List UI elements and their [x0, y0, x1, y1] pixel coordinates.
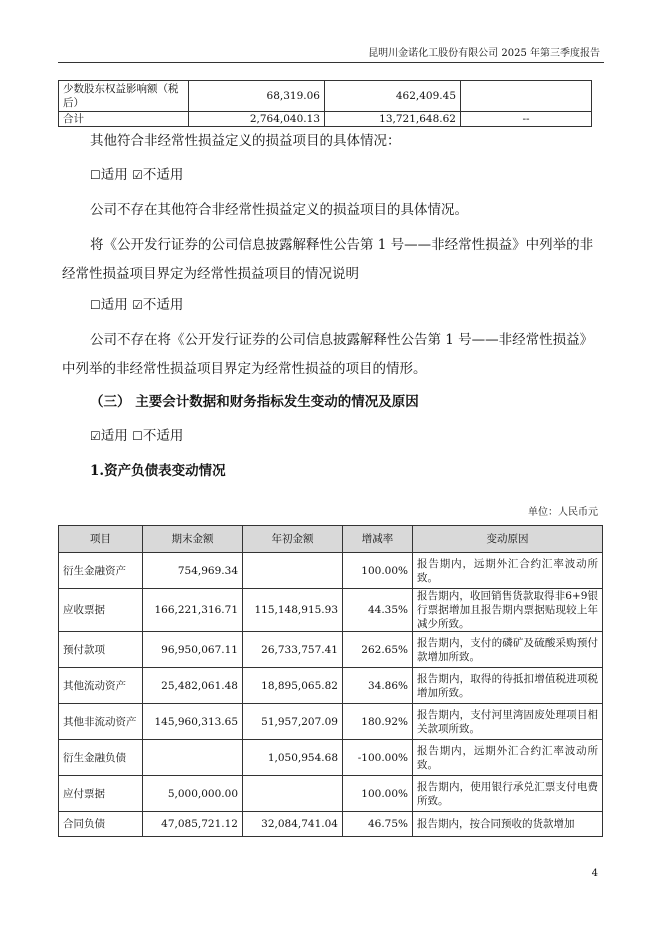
table-header-row — [59, 526, 603, 553]
value-cell: 2,764,040.13 — [189, 112, 325, 127]
reason-cell: 报告期内，使用银行承兑汇票支付电费所致。 — [413, 776, 603, 812]
begin-amount-cell: 18,895,065.82 — [243, 668, 343, 704]
checkbox-empty-icon: ☐ — [90, 298, 101, 312]
paragraph: 将《公开发行证券的公司信息披露解释性公告第 1 号——非经常性损益》中列举的非经常性损益项目界定为经常性损益项目的情况说明 — [62, 237, 594, 282]
item-cell: 其他流动资产 — [59, 668, 143, 704]
row-label: 少数股东权益影响额（税后） — [59, 81, 189, 112]
checkbox-checked-icon: ☑ — [132, 168, 143, 182]
item-cell: 合同负债 — [59, 812, 143, 837]
rate-cell: -100.00% — [343, 740, 413, 776]
value-cell: 13,721,648.62 — [325, 112, 461, 127]
rate-cell: 46.75% — [343, 812, 413, 837]
item-cell: 衍生金融资产 — [59, 553, 143, 589]
begin-amount-cell: 115,148,915.93 — [243, 589, 343, 632]
item-cell: 衍生金融负债 — [59, 740, 143, 776]
item-cell: 应付票据 — [59, 776, 143, 812]
column-header: 项目 — [59, 526, 143, 553]
value-cell: 462,409.45 — [325, 81, 461, 112]
end-amount-cell — [143, 740, 243, 776]
table-row — [59, 740, 603, 776]
end-amount-cell: 166,221,316.71 — [143, 589, 243, 632]
checkbox-empty-icon: ☐ — [132, 429, 143, 443]
reason-cell: 报告期内，收回销售货款取得非6+9银行票据增加且报告期内票据贴现较上年减少所致。 — [413, 589, 603, 632]
report-header: 昆明川金诺化工股份有限公司 2025 年第三季度报告 — [368, 48, 600, 59]
section-heading: （三） 主要会计数据和财务指标发生变动的情况及原因 — [90, 394, 419, 410]
paragraph: 公司不存在将《公开发行证券的公司信息披露解释性公告第 1 号——非经常性损益》中列举的非经常性损益项目界定为经常性损益的项目的情形。 — [62, 332, 594, 377]
rate-cell: 100.00% — [343, 553, 413, 589]
item-cell: 应收票据 — [59, 589, 143, 632]
checkbox-line: ☐适用 ☑不适用 — [90, 297, 184, 313]
row-label: 合计 — [59, 112, 189, 127]
table-row — [59, 812, 603, 837]
begin-amount-cell — [243, 553, 343, 589]
begin-amount-cell: 51,957,207.09 — [243, 704, 343, 740]
end-amount-cell: 754,969.34 — [143, 553, 243, 589]
reason-cell: 报告期内，远期外汇合约汇率波动所致。 — [413, 553, 603, 589]
end-amount-cell: 145,960,313.65 — [143, 704, 243, 740]
end-amount-cell: 5,000,000.00 — [143, 776, 243, 812]
rate-cell: 100.00% — [343, 776, 413, 812]
table-row — [59, 704, 603, 740]
reason-cell: 报告期内，取得的待抵扣增值税进项税增加所致。 — [413, 668, 603, 704]
checkbox-line: ☑适用 ☐不适用 — [90, 428, 184, 444]
begin-amount-cell: 32,084,741.04 — [243, 812, 343, 837]
page-number: 4 — [591, 868, 598, 879]
reason-cell: 报告期内，支付河里湾固废处理项目相关款项所致。 — [413, 704, 603, 740]
column-header: 期末金额 — [143, 526, 243, 553]
reason-cell: 报告期内，远期外汇合约汇率波动所致。 — [413, 740, 603, 776]
end-amount-cell: 96,950,067.11 — [143, 632, 243, 668]
non-recurring-table — [58, 80, 592, 127]
value-cell: 68,319.06 — [189, 81, 325, 112]
checkbox-checked-icon: ☑ — [90, 429, 101, 443]
checkbox-empty-icon: ☐ — [90, 168, 101, 182]
table-row — [59, 776, 603, 812]
table-row — [59, 589, 603, 632]
value-cell — [461, 81, 592, 112]
checkbox-line: ☐适用 ☑不适用 — [90, 167, 184, 183]
column-header: 变动原因 — [413, 526, 603, 553]
end-amount-cell: 47,085,721.12 — [143, 812, 243, 837]
paragraph: 公司不存在其他符合非经常性损益定义的损益项目的具体情况。 — [90, 202, 468, 218]
table-row — [59, 668, 603, 704]
begin-amount-cell: 26,733,757.41 — [243, 632, 343, 668]
table-row — [59, 112, 592, 127]
checkbox-checked-icon: ☑ — [132, 298, 143, 312]
column-header: 年初金额 — [243, 526, 343, 553]
table-row — [59, 81, 592, 112]
value-cell: -- — [461, 112, 592, 127]
item-cell: 其他非流动资产 — [59, 704, 143, 740]
rate-cell: 180.92% — [343, 704, 413, 740]
balance-sheet-change-table — [58, 525, 603, 837]
begin-amount-cell: 1,050,954.68 — [243, 740, 343, 776]
unit-label: 单位：人民币元 — [528, 507, 598, 518]
table-row — [59, 553, 603, 589]
begin-amount-cell — [243, 776, 343, 812]
sub-heading: 1.资产负债表变动情况 — [90, 463, 226, 479]
item-cell: 预付款项 — [59, 632, 143, 668]
rate-cell: 44.35% — [343, 589, 413, 632]
column-header: 增减率 — [343, 526, 413, 553]
header-divider — [58, 62, 604, 63]
rate-cell: 262.65% — [343, 632, 413, 668]
table-row — [59, 632, 603, 668]
rate-cell: 34.86% — [343, 668, 413, 704]
end-amount-cell: 25,482,061.48 — [143, 668, 243, 704]
paragraph: 其他符合非经常性损益定义的损益项目的具体情况： — [90, 133, 401, 149]
reason-cell: 报告期内，支付的磷矿及硫酸采购预付款增加所致。 — [413, 632, 603, 668]
reason-cell: 报告期内，按合同预收的货款增加 — [413, 812, 603, 837]
